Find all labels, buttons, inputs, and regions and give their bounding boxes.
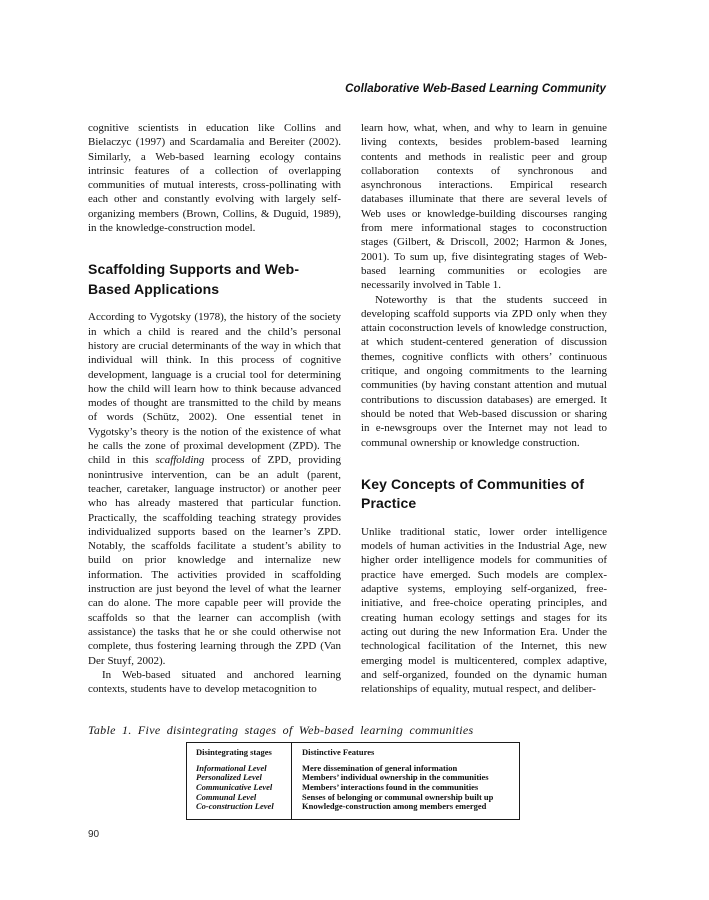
left-column bbox=[88, 121, 341, 696]
table-spacer bbox=[291, 812, 519, 819]
table-row-stage: Co-construction Level bbox=[196, 801, 274, 812]
table-1 bbox=[186, 742, 520, 820]
two-column-body bbox=[88, 121, 607, 696]
table-row-feature: Members’ individual ownership in the communities bbox=[291, 773, 519, 783]
table-row-stage: Personalized Level bbox=[196, 772, 262, 783]
table-header-stages: Disintegrating stages bbox=[196, 747, 272, 757]
table-spacer bbox=[187, 812, 291, 819]
table-header-features: Distinctive Features bbox=[291, 743, 519, 758]
table-row-stage: Informational Level bbox=[196, 762, 267, 773]
table-row-feature: Knowledge-construction among members emerged bbox=[291, 802, 519, 812]
page-number: 90 bbox=[88, 829, 100, 840]
section-heading-key-concepts: Key Concepts of Communities of Practice bbox=[361, 475, 585, 512]
right-column bbox=[361, 121, 607, 696]
paragraph-noteworthy: Noteworthy is that the students succeed in developing scaffold supports via ZPD only when they attain coconstruction levels of knowledge construction, at which student-centered generation of discussion themes, cognitive conflicts with others’ continuous critique, and ongoing commitments to the learning communities (by having constant attention and mutual contributions to discussion databases) are emerged. It should be noted that Web-based discussion or sharing in e-newsgroups over the Internet may not lead to communal ownership or knowledge construction. bbox=[361, 293, 607, 449]
table-row-feature: Members’ interactions found in the communities bbox=[291, 783, 519, 793]
paragraph-unlike-traditional: Unlike traditional static, lower order intelligence models of human activities in the Industrial Age, new higher order intelligence models for communities of practice have emerged. Such models are complex-adaptive systems, employing self-organized, free-initiative, and free-choice operating principles, and creating human ecology settings and stages for its acting out during the new Information Era. Under the technological facilitation of the Internet, this new emerging model is multicentered, complex adaptive, and self-organized, founded on the dynamic human relationships of equality, mutual respect, and deliber- bbox=[361, 525, 607, 696]
paragraph-continued: cognitive scientists in education like Collins and Bielaczyc (1997) and Scardamalia and Bereiter (2002). Similarly, a Web-based learning ecology contains intrinsic features of a collection of overlapping communities of mutual interests, cross-pollinating with each other and constantly evolving with largely self-organizing members (Brown, Collins, & Duguid, 1989), in the knowledge-construction model. bbox=[88, 122, 341, 235]
table-grid bbox=[187, 743, 519, 819]
paragraph-web-based: In Web-based situated and anchored learning contexts, students have to develop metacognition to bbox=[88, 668, 341, 696]
table-row-feature: Mere dissemination of general information bbox=[291, 764, 519, 774]
italic-term: scaffolding bbox=[155, 454, 205, 467]
paragraph-vygotsky bbox=[88, 310, 341, 667]
table-row-stage: Communal Level bbox=[196, 791, 257, 802]
table-row-feature: Senses of belonging or communal ownership built up bbox=[291, 793, 519, 803]
section-heading-scaffolding: Scaffolding Supports and Web-Based Applications bbox=[88, 261, 300, 297]
table-caption: Table 1. Five disintegrating stages of Web-based learning communities bbox=[88, 723, 474, 737]
paragraph-text: According to Vygotsky (1978), the history of the society in which a child is reared and the child’s personal history are crucial determinants of the way in which that individual will think. In this process of cognitive development, language is a crucial tool for determining how the child will learn how to think because advanced modes of thought are transmitted to the child by means of words (Schütz, 2002). One essential tenet in Vygotsky’s theory is the notion of the existence of what he calls the zone of proximal development (ZPD). The child in this bbox=[88, 311, 341, 467]
table-row-stage: Communicative Level bbox=[196, 781, 273, 792]
paragraph-text: process of ZPD, providing nonintrusive intervention, can be an adult (parent, teacher, caretaker, language instructor) or another peer who has already mastered that particular function. Practically, the scaffolding teaching strategy provides individualized supports based on the learner’s ZPD. Notably, the scaffolds facilitate a student’s ability to build on prior knowledge and internalize new information. The activities provided in scaffolding instruction are just beyond the level of what the learner can do alone. The more capable peer will provide the scaffolds so that the learner can accomplish (with assistance) the tasks that he or she could otherwise not complete, thus fostering learning through the ZPD (Van Der Stuyf, 2002). bbox=[88, 454, 341, 667]
paragraph-learn-how: learn how, what, when, and why to learn in genuine living contexts, besides problem-based learning contents and methods in realistic peer and group collaboration contexts of synchronous and asynchronous interactions. Empirical research databases illuminate that there are several levels of Web uses or knowledge-building discourses ranging from mere informational stages to coconstruction stages (Gilbert, & Driscoll, 2002; Harmon & Jones, 2001). To sum up, five disintegrating stages of Web-based learning communities or ecologies are necessarily involved in Table 1. bbox=[361, 122, 607, 292]
running-head: Collaborative Web-Based Learning Community bbox=[345, 83, 606, 95]
